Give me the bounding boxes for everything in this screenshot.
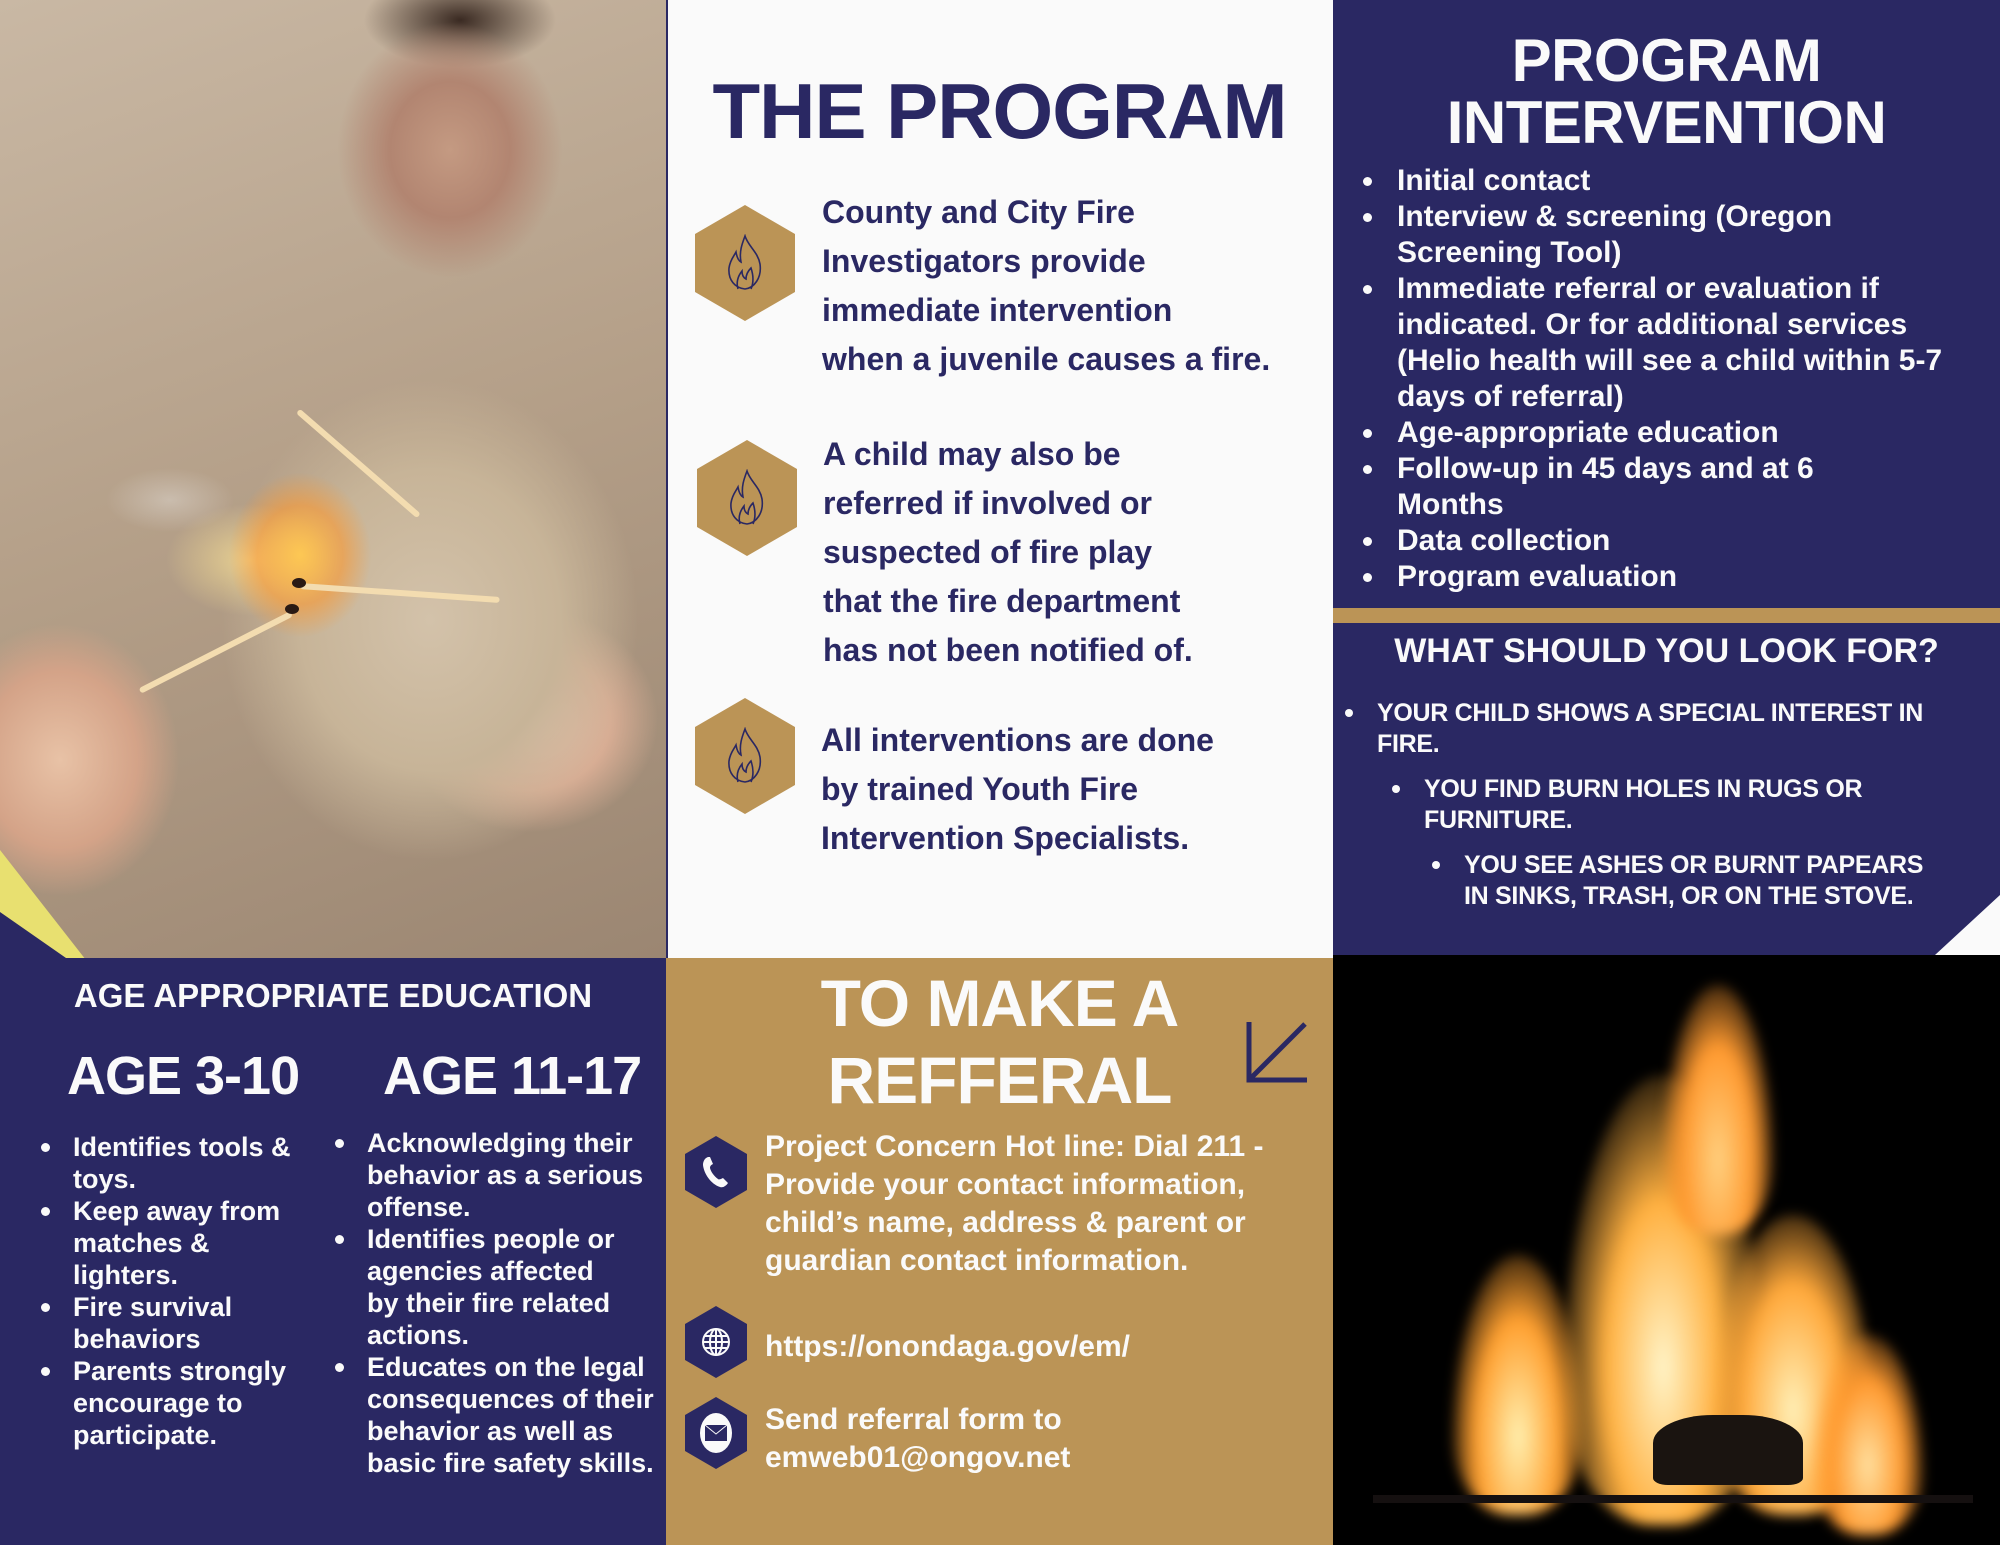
program-item-2: A child may also be referred if involved or suspected of fire play that the fire department has not been notified of.: [823, 436, 1193, 668]
email-instructions: Send referral form to emweb01@ongov.net: [765, 1403, 1071, 1474]
education-title: AGE APPROPRIATE EDUCATION: [73, 977, 593, 1014]
education-item: Educates on the legal consequences of their behavior as well as basic fire safety skills.: [332, 1351, 657, 1479]
look-for-item: YOUR CHILD SHOWS A SPECIAL INTEREST IN FIRE.: [1377, 698, 1967, 760]
globe-icon: [700, 1326, 732, 1358]
education-item: Parents strongly encourage to participate.: [38, 1355, 318, 1451]
education-item: Identifies tools & toys.: [38, 1131, 318, 1195]
age-3-10-heading: AGE 3-10: [67, 1046, 300, 1106]
referral-title: TO MAKE A REFFERAL: [820, 966, 1179, 1117]
look-for-item: YOU SEE ASHES OR BURNT PAPEARS IN SINKS, TRASH, OR ON THE STOVE.: [1464, 850, 1954, 912]
arrow-down-left-icon: [1245, 1020, 1309, 1084]
intervention-item: Initial contact: [1360, 163, 1990, 199]
program-item-1: County and City Fire Investigators provide immediate intervention when a juvenile causes a fire.: [822, 194, 1271, 377]
campfire-photo: [1333, 955, 2000, 1545]
intervention-item: Data collection: [1360, 523, 1990, 559]
flame-icon: [726, 469, 768, 527]
mail-icon: [696, 1411, 736, 1455]
education-item: Fire survival behaviors: [38, 1291, 238, 1355]
education-item: Identifies people or agencies affected by their fire related actions.: [332, 1223, 632, 1351]
intervention-title: PROGRAM INTERVENTION: [1446, 27, 1887, 156]
intervention-item: Interview & screening (Oregon Screening Tool): [1360, 199, 1920, 271]
intervention-item: Follow-up in 45 days and at 6 Months: [1360, 451, 1880, 523]
program-item-3: All interventions are done by trained Youth Fire Intervention Specialists.: [821, 722, 1214, 856]
age-3-10-list: [38, 1131, 318, 1451]
intervention-item: Immediate referral or evaluation if indicated. Or for additional services (Helio health will see a child within 5-7 days of referral): [1360, 271, 1980, 415]
intervention-list: [1360, 163, 1990, 595]
hotline-text: Project Concern Hot line: Dial 211 - Provide your contact information, child’s name, address & parent or guardian contact information.: [765, 1130, 1264, 1277]
look-for-item: YOU FIND BURN HOLES IN RUGS OR FURNITURE.: [1424, 774, 1944, 836]
age-11-17-list: [332, 1127, 657, 1479]
look-for-title: WHAT SHOULD YOU LOOK FOR?: [1394, 632, 1939, 670]
phone-icon: [701, 1155, 731, 1189]
intervention-item: Program evaluation: [1360, 559, 1990, 595]
program-title: THE PROGRAM: [712, 67, 1287, 155]
education-item: Acknowledging their behavior as a serious offense.: [332, 1127, 657, 1223]
flame-icon: [724, 234, 766, 292]
email-link[interactable]: emweb01@ongov.net: [765, 1441, 1071, 1474]
gold-divider: [1333, 608, 2000, 623]
intervention-item: Age-appropriate education: [1360, 415, 1990, 451]
education-item: Keep away from matches & lighters.: [38, 1195, 288, 1291]
age-11-17-heading: AGE 11-17: [383, 1046, 642, 1106]
website-link[interactable]: https://onondaga.gov/em/: [765, 1330, 1130, 1363]
flame-icon: [724, 727, 766, 785]
boy-lighting-matches-photo: [0, 0, 666, 958]
